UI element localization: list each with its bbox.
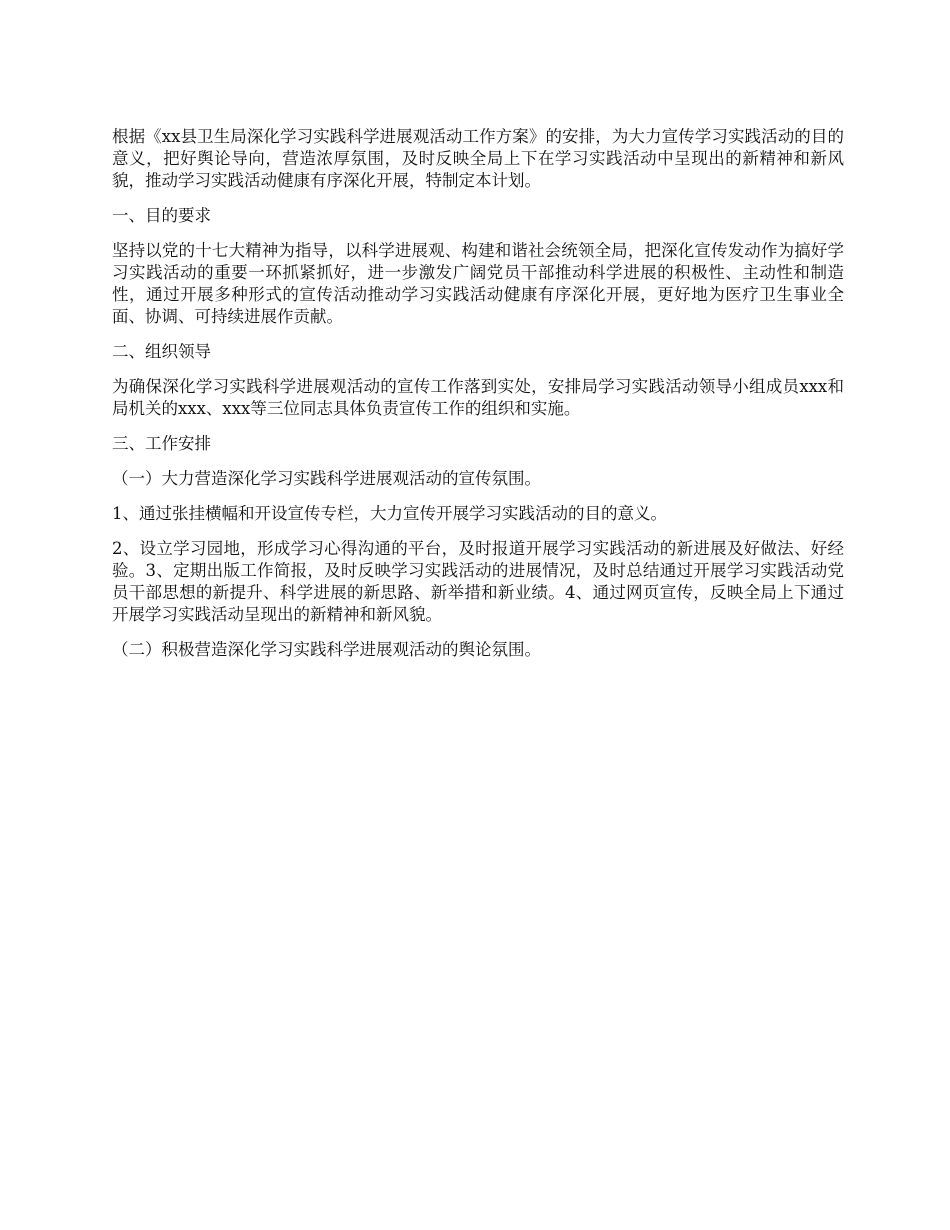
intro-paragraph: 根据《xx县卫生局深化学习实践科学进展观活动工作方案》的安排，为大力宣传学习实践活动的目的意义，把好舆论导向，营造浓厚氛围，及时反映全局上下在学习实践活动中呈现出的新精神和新风貌，推动学习实践活动健康有序深化开展，特制定本计划。: [112, 127, 844, 190]
leadership-paragraph: 为确保深化学习实践科学进展观活动的宣传工作落到实处，安排局学习实践活动领导小组成员xxx和局机关的xxx、xxx等三位同志具体负责宣传工作的组织和实施。: [112, 377, 844, 418]
subsection-heading-publicity: （一）大力营造深化学习实践科学进展观活动的宣传氛围。: [112, 469, 541, 488]
arrangement-item-2-4: 2、设立学习园地，形成学习心得沟通的平台，及时报道开展学习实践活动的新进展及好做法、好经验。3、定期出版工作简报，及时反映学习实践活动的进展情况，及时总结通过开展学习实践活动党员干部思想的新提升、科学进展的新思路、新举措和新业绩。4、通过网页宣传，反映全局上下通过开展学习实践活动呈现出的新精神和新风貌。: [112, 539, 844, 624]
objectives-paragraph: 坚持以党的十七大精神为指导，以科学进展观、构建和谐社会统领全局，把深化宣传发动作为搞好学习实践活动的重要一环抓紧抓好，进一步激发广阔党员干部推动科学进展的积极性、主动性和制造性，通过开展多种形式的宣传活动推动学习实践活动健康有序深化开展，更好地为医疗卫生事业全面、协调、可持续进展作贡献。: [112, 241, 844, 326]
subsection-heading-opinion: （二）积极营造深化学习实践科学进展观活动的舆论氛围。: [112, 640, 541, 659]
document-page: [112, 126, 844, 674]
section-heading-objectives: 一、目的要求: [112, 206, 211, 225]
section-heading-arrangements: 三、工作安排: [112, 434, 211, 453]
arrangement-item-1: 1、通过张挂横幅和开设宣传专栏，大力宣传开展学习实践活动的目的意义。: [112, 504, 667, 523]
section-heading-leadership: 二、组织领导: [112, 342, 211, 361]
